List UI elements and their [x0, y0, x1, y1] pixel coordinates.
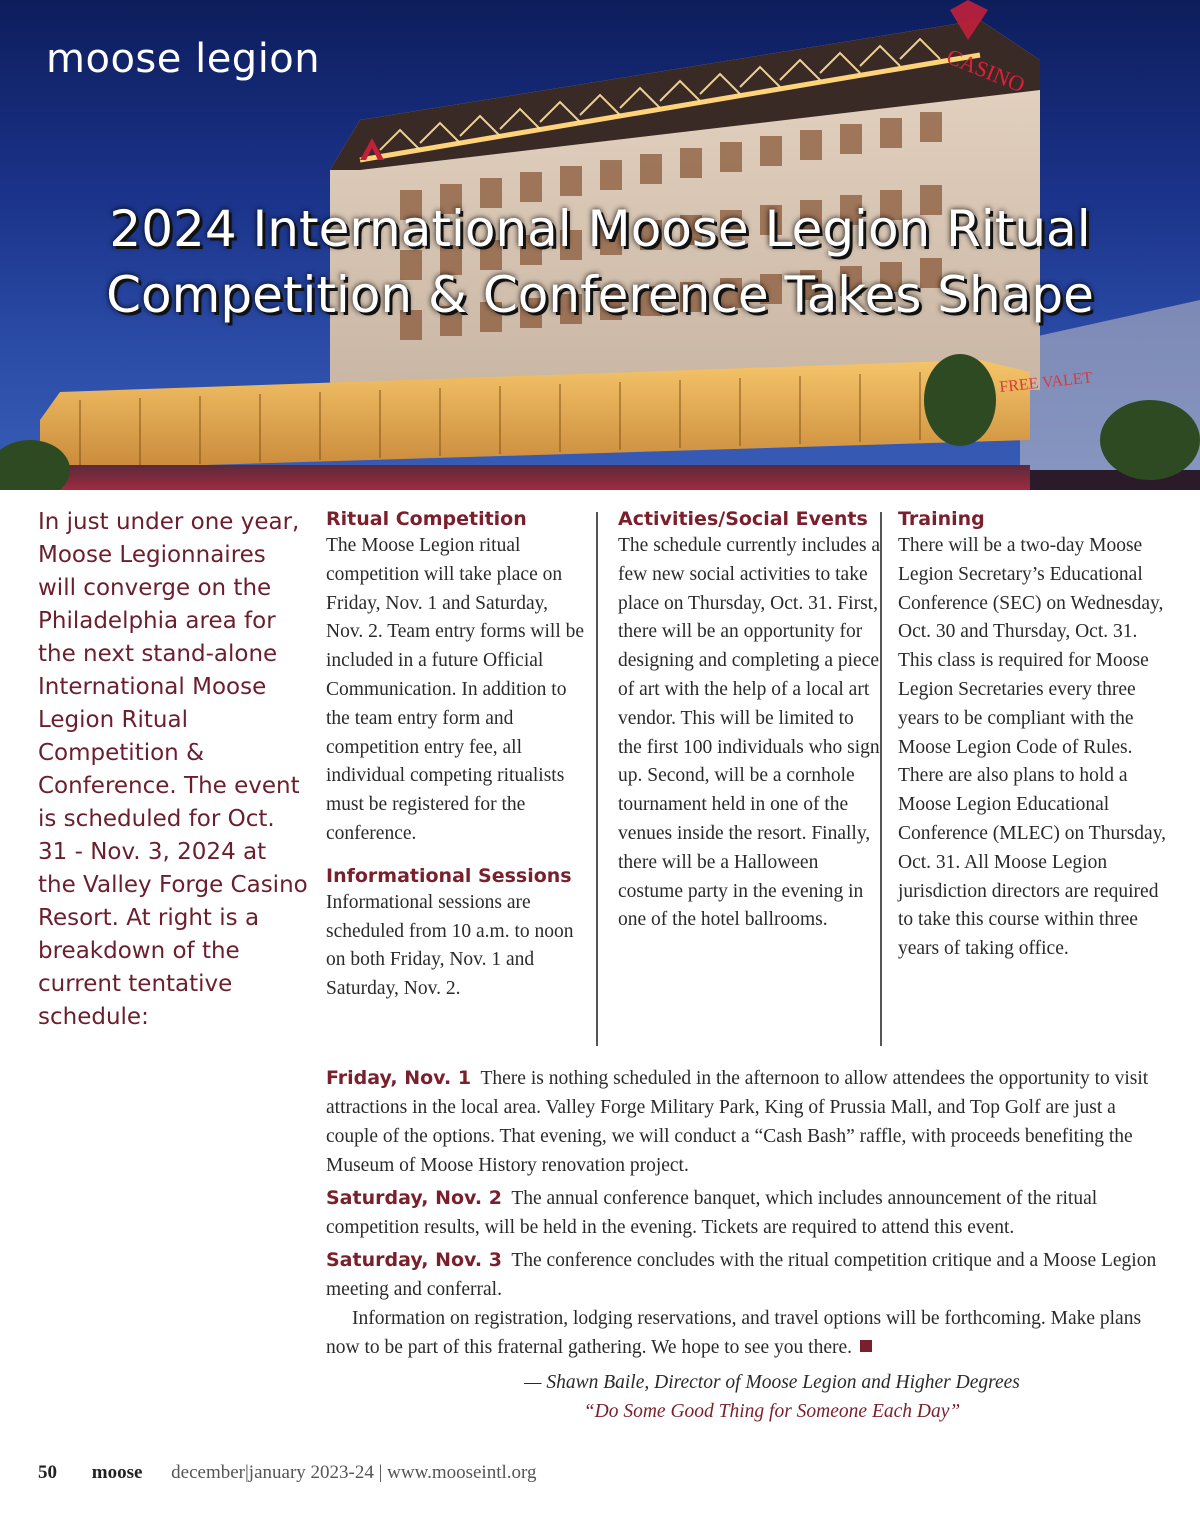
- schedule-item: [326, 1246, 1168, 1304]
- column-training: [898, 506, 1168, 964]
- issue-info: december|january 2023-24 | www.mooseintl.org: [171, 1462, 537, 1483]
- column-divider: [880, 512, 882, 1046]
- author-signature: — Shawn Baile, Director of Moose Legion and Higher Degrees: [524, 1372, 1020, 1393]
- column-activities: [618, 506, 882, 935]
- schedule-day: Saturday, Nov. 3: [326, 1249, 502, 1271]
- schedule-text: The conference concludes with the ritual competition critique and a Moose Legion meeting and conferral.: [326, 1250, 1157, 1300]
- training-heading: Training: [898, 508, 985, 530]
- end-mark-icon: [860, 1340, 872, 1352]
- page-number: 50: [38, 1462, 57, 1483]
- column-divider: [596, 512, 598, 1046]
- article-title-line-2: Competition & Conference Takes Shape: [106, 266, 1094, 324]
- schedule-text: The annual conference banquet, which includes announcement of the ritual competition results, will be held in the evening. Tickets are required to attend this event.: [326, 1188, 1098, 1238]
- valet-sign: FREE VALET: [998, 369, 1094, 396]
- closing-text: Information on registration, lodging reservations, and travel options will be forthcoming. Make plans now to be part of this fraternal gathering. We hope to see you there.: [326, 1308, 1142, 1358]
- hero-photo: [0, 0, 1200, 490]
- ritual-body: The Moose Legion ritual competition will take place on Friday, Nov. 1 and Saturday, Nov. 2. Team entry forms will be included in a future Official Communication. In addition to the team entry form and competition entry fee, all individual competing ritualists must be registered for the conference.: [326, 535, 585, 844]
- motto: “Do Some Good Thing for Someone Each Day”: [583, 1401, 961, 1422]
- schedule-day: Saturday, Nov. 2: [326, 1187, 502, 1209]
- activities-heading: Activities/Social Events: [618, 508, 868, 530]
- schedule-item: [326, 1184, 1168, 1242]
- activities-body: The schedule currently includes a few new social activities to take place on Thursday, Oct. 31. First, there will be an opportunity for designing and completing a piece of art with the help of a local art vendor. This will be limited to the first 100 individuals who sign up. Second, will be a cornhole tournament held in one of the venues inside the resort. Finally, there will be a Halloween costume party in the evening in one of the hotel ballrooms.: [618, 535, 881, 931]
- article-title-line-1: 2024 International Moose Legion Ritual: [109, 200, 1091, 258]
- sessions-body: Informational sessions are scheduled from 10 a.m. to noon on both Friday, Nov. 1 and Saturday, Nov. 2.: [326, 891, 574, 1000]
- schedule-item: [326, 1064, 1168, 1180]
- section-label: moose legion: [46, 36, 321, 82]
- intro-text: In just under one year, Moose Legionnaires will converge on the Philadelphia area for the next stand-alone International Moose Legion Ritual Competition & Conference. The event is scheduled for Oct. 31 - Nov. 3, 2024 at the Valley Forge Casino Resort. At right is a breakdown of the current tentative schedule:: [38, 509, 308, 1030]
- ritual-heading: Ritual Competition: [326, 508, 527, 530]
- page-footer: [38, 1462, 537, 1484]
- schedule-section: [326, 1064, 1168, 1362]
- sessions-heading: Informational Sessions: [326, 864, 572, 887]
- schedule-text: There is nothing scheduled in the afternoon to allow attendees the opportunity to visit attractions in the local area. Valley Forge Military Park, King of Prussia Mall, and Top Golf are just a couple of the options. That evening, we will conduct a “Cash Bash” raffle, with proceeds benefiting the Museum of Moose History renovation project.: [326, 1068, 1149, 1176]
- training-body: There will be a two-day Moose Legion Secretary’s Educational Conference (SEC) on Wednesday, Oct. 30 and Thursday, Oct. 31. This class is required for Moose Legion Secretaries every three years to be compliant with the Moose Legion Code of Rules. There are also plans to hold a Moose Legion Educational Conference (MLEC) on Thursday, Oct. 31. All Moose Legion jurisdiction directors are required to take this course within three years of taking office.: [898, 535, 1167, 960]
- casino-sign: CASINO: [943, 43, 1029, 98]
- article-title: [0, 196, 1200, 328]
- column-ritual: [326, 506, 588, 1004]
- magazine-name: moose: [91, 1462, 143, 1483]
- closing-paragraph: [326, 1304, 1168, 1362]
- schedule-day: Friday, Nov. 1: [326, 1067, 472, 1089]
